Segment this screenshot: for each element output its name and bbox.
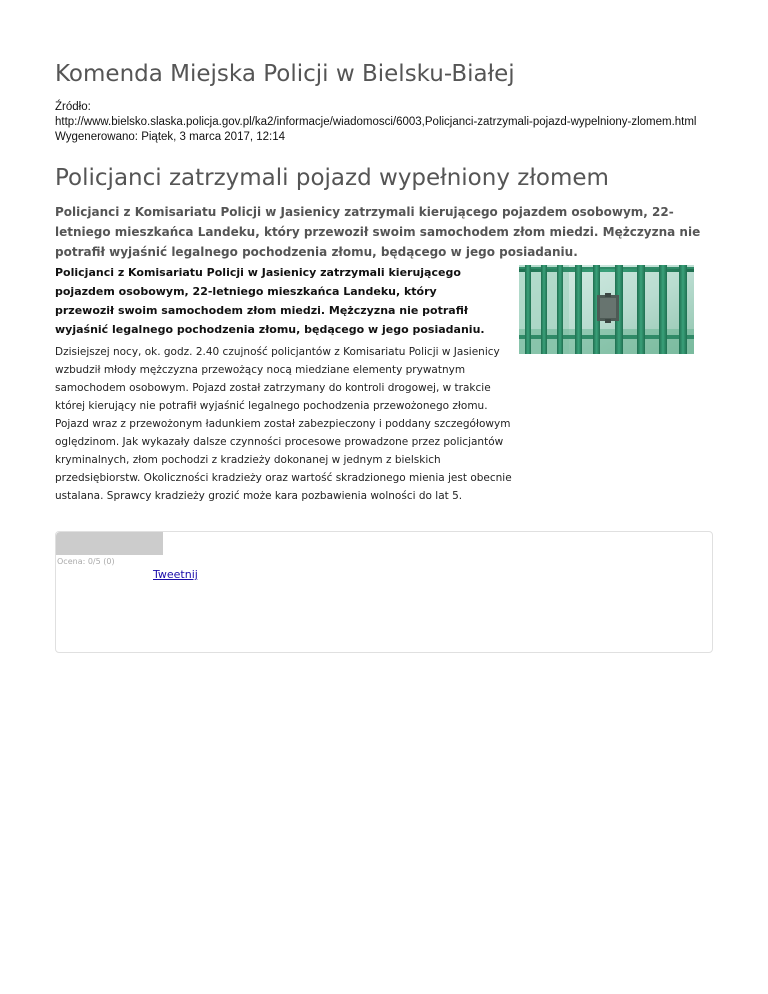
article-title: Policjanci zatrzymali pojazd wypełniony złomem bbox=[55, 165, 609, 191]
jail-bars-illustration bbox=[519, 265, 694, 354]
rating-stars-widget[interactable] bbox=[56, 532, 163, 555]
article-body: Dzisiejszej nocy, ok. godz. 2.40 czujność policjantów z Komisariatu Policji w Jasienicy wzbudził młody mężczyzna przewożący nocą miedziane elementy prywatnym samochodem osobowym. Pojazd został zatrzymany do kontroli drogowej, w trakcie której kierujący nie potrafił wyjaśnić legalnego pochodzenia przewożonego złomu. Pojazd wraz z przewożonym ładunkiem został zabezpieczony i poddany szczegółowym oględzinom. Jak wykazały dalsze czynności procesowe prowadzone przez policjantów kryminalnych, złom pochodzi z kradzieży dokonanej w jednym z bielskich przedsiębiorstw. Okoliczności kradzieży oraz wartość skradzionego mienia jest obecnie ustalana. Sprawcy kradzieży grozić może kara pozbawienia wolności do lat 5. bbox=[55, 346, 512, 502]
tweet-link[interactable]: Tweetnij bbox=[153, 568, 198, 581]
article-lead: Policjanci z Komisariatu Policji w Jasienicy zatrzymali kierującego pojazdem osobowym, 22-letniego mieszkańca Landeku, który przewoził swoim samochodem złom miedzi. Mężczyzna nie potrafił wyjaśnić legalnego pochodzenia złomu, będącego w jego posiadaniu. bbox=[55, 205, 701, 259]
source-url: http://www.bielsko.slaska.policja.gov.pl/ka2/informacje/wiadomosci/6003,Policjanci-zatrzymali-pojazd-wypelniony-zlomem.html bbox=[55, 116, 697, 128]
jail-bars-photo bbox=[519, 265, 694, 354]
rating-panel bbox=[55, 531, 713, 653]
generated-date: Wygenerowano: Piątek, 3 marca 2017, 12:14 bbox=[55, 131, 286, 143]
rating-label: Ocena: 0/5 (0) bbox=[57, 557, 115, 566]
source-label: Źródło: bbox=[55, 101, 91, 113]
site-title: Komenda Miejska Policji w Bielsku-Białej bbox=[55, 61, 515, 87]
article-intro: Policjanci z Komisariatu Policji w Jasienicy zatrzymali kierującego pojazdem osobowym, 22-letniego mieszkańca Landeku, który przewoził swoim samochodem złom miedzi. Mężczyzna nie potrafił wyjaśnić legalnego pochodzenia złomu, będącego w jego posiadaniu. bbox=[55, 266, 485, 336]
document-meta bbox=[55, 100, 713, 145]
